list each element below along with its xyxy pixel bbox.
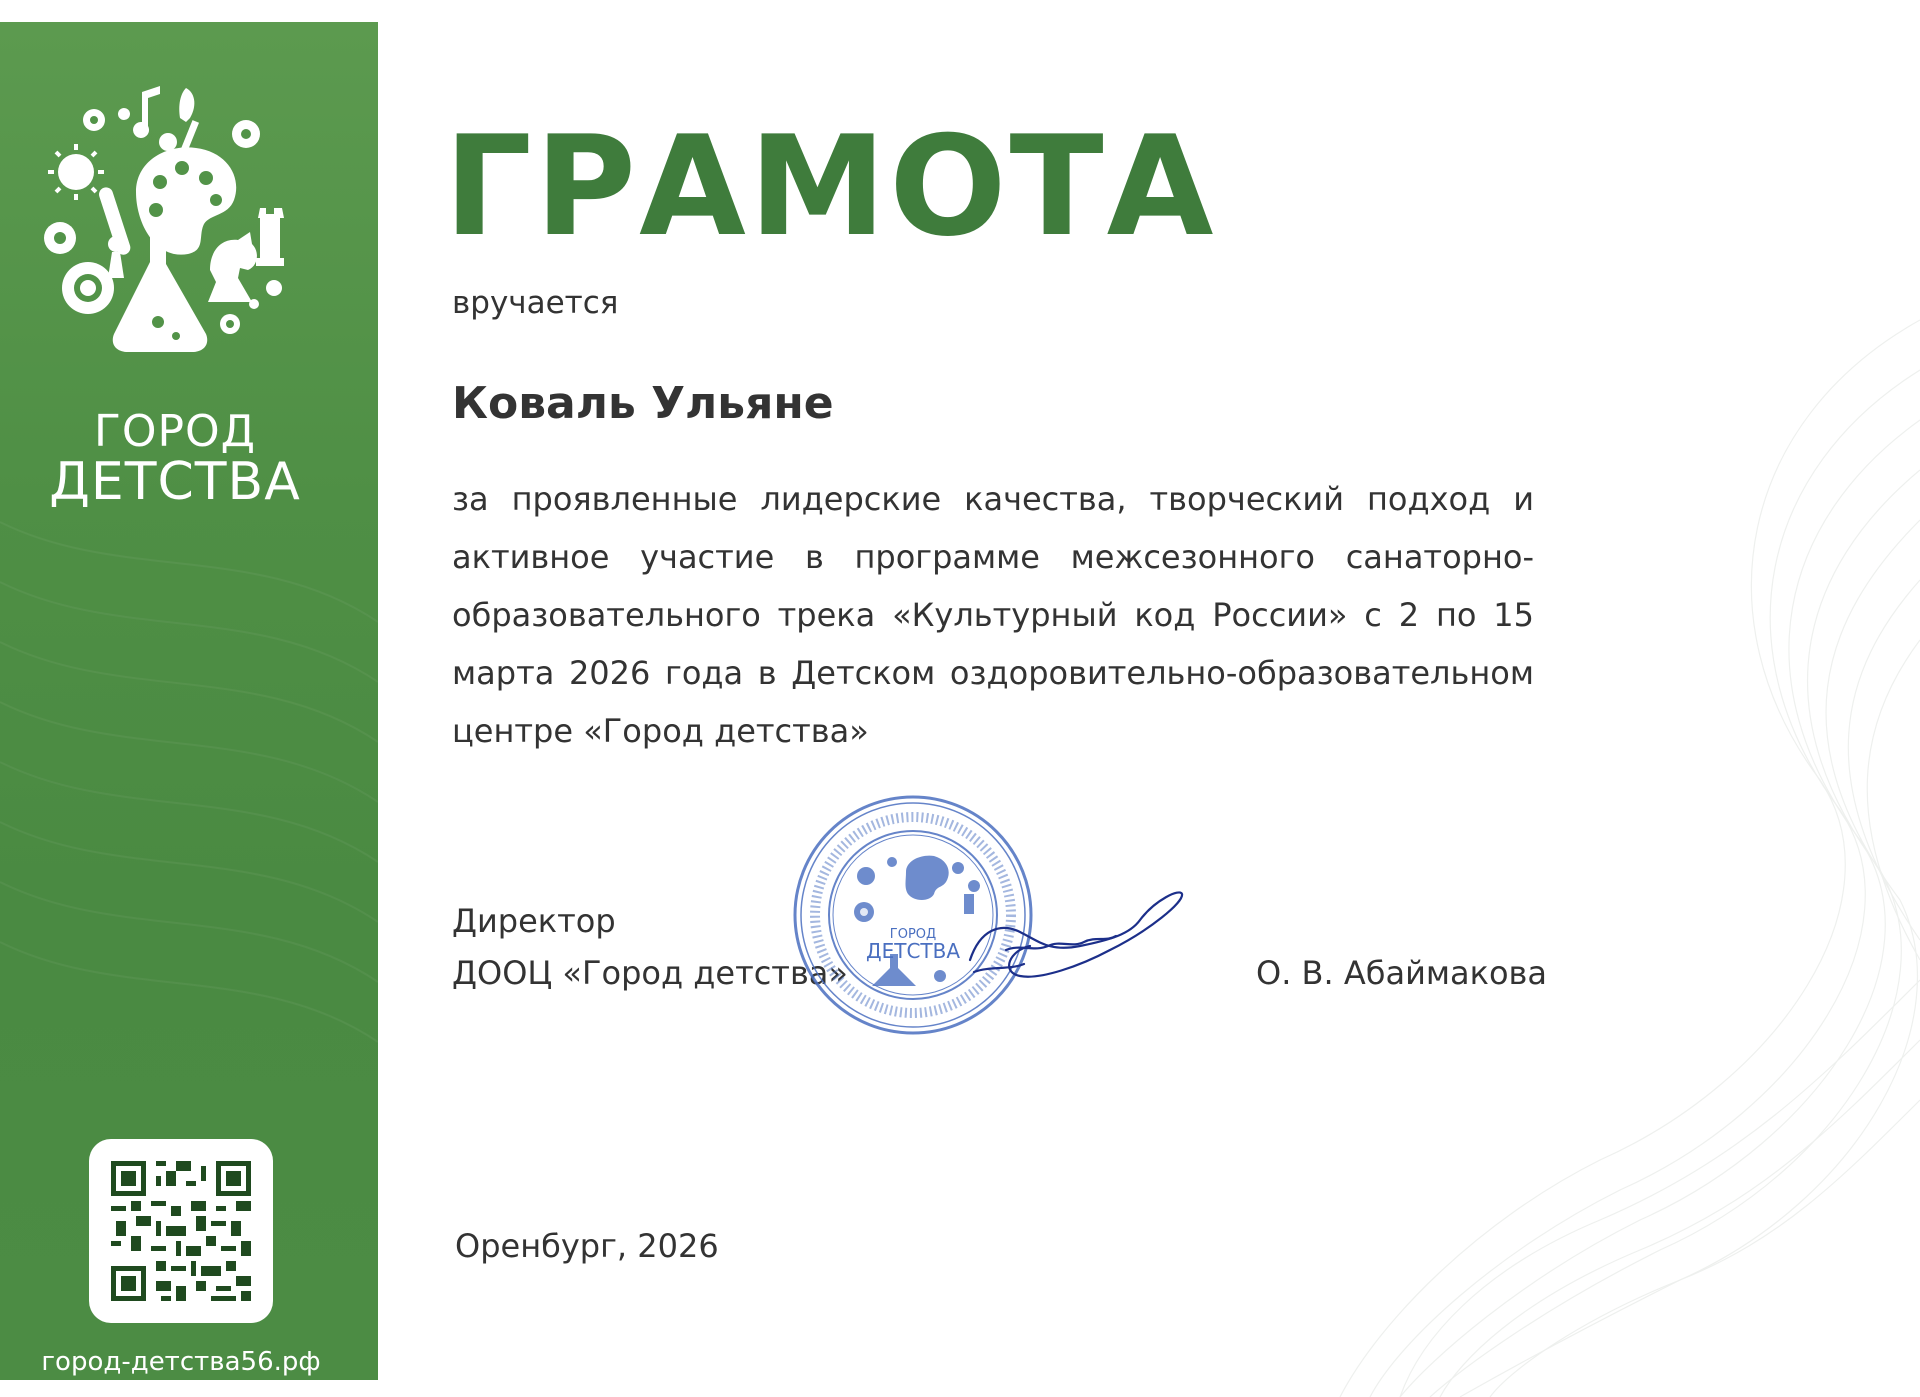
stamp-center-line2: ДЕТСТВА (865, 939, 961, 963)
signatory-role: Директор (452, 902, 616, 940)
recipient-name: Коваль Ульяне (452, 378, 834, 429)
brand-name-line2: ДЕТСТВА (49, 452, 301, 512)
stamp-center-line1: ГОРОД (889, 927, 937, 942)
awarded-label: вручается (452, 285, 619, 321)
brand-name-line1: ГОРОД (93, 406, 256, 457)
handwritten-signature (960, 880, 1190, 990)
brand-sidebar (0, 22, 378, 1380)
award-reason: за проявленные лидерские качества, творческий подход и активное участие в программе межсезонного санаторно-образовательного трека «Культурный код России» с 2 по 15 марта 2026 года в Детском оздоровительно-образовательном центре «Город детства» (452, 480, 1534, 750)
signatory-organization: ДООЦ «Город детства» (452, 954, 848, 992)
place-and-year: Оренбург, 2026 (455, 1227, 719, 1265)
website-link[interactable]: город-детства56.рф (41, 1347, 321, 1377)
qr-code-pattern (111, 1161, 251, 1301)
brand-logo-art (38, 82, 308, 362)
signatory-name: О. В. Абаймакова (1256, 954, 1547, 992)
background-watermark (1180, 260, 1920, 1397)
qr-code (89, 1139, 273, 1323)
certificate-title: ГРАМОТА (444, 106, 1217, 267)
